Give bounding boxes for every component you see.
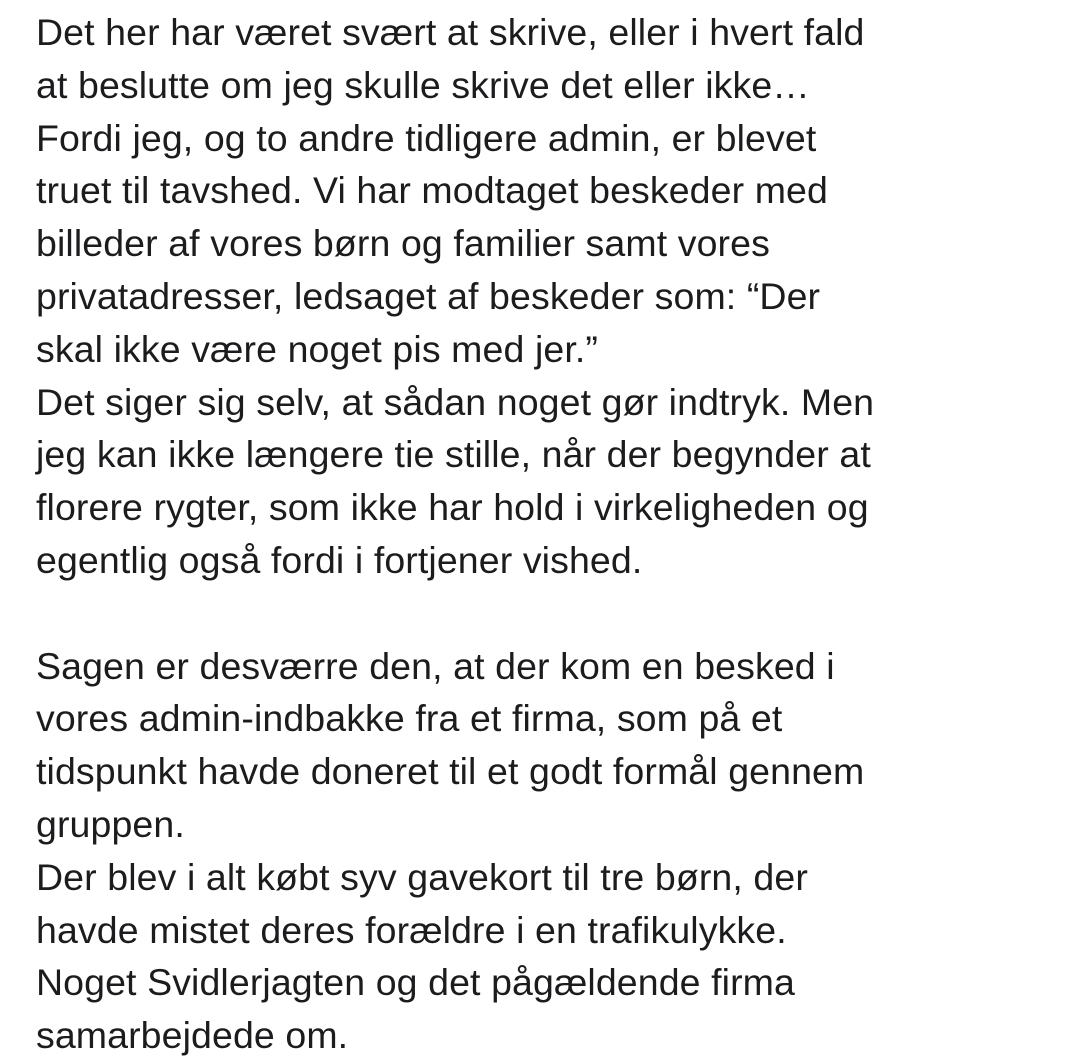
text-line: jeg kan ikke længere tie stille, når der begynder at [36,433,871,476]
text-line: havde mistet deres forældre i en trafikulykke. [36,908,787,951]
text-line: skal ikke være noget pis med jer.” [36,327,598,370]
post-text [36,6,1072,1062]
paragraph-1 [36,6,1072,587]
paragraph-spacer [36,587,1072,640]
text-line: truet til tavshed. Vi har modtaget beskeder med [36,169,828,212]
text-line: Noget Svidlerjagten og det pågældende firma [36,961,795,1004]
text-line: privatadresser, ledsaget af beskeder som: “Der [36,274,821,317]
text-line: florere rygter, som ikke har hold i virkeligheden og [36,486,869,529]
text-line: Fordi jeg, og to andre tidligere admin, er blevet [36,116,817,159]
text-line: Sagen er desværre den, at der kom en besked i [36,644,835,687]
text-line: Der blev i alt købt syv gavekort til tre børn, der [36,855,808,898]
text-line: samarbejdede om. [36,1014,349,1057]
text-line: tidspunkt havde doneret til et godt formål gennem [36,750,865,793]
text-line: Det siger sig selv, at sådan noget gør indtryk. Men [36,380,875,423]
paragraph-2 [36,640,1072,1062]
text-line: gruppen. [36,802,185,845]
text-line: Det her har været svært at skrive, eller i hvert fald [36,11,865,53]
text-line: vores admin-indbakke fra et firma, som på et [36,697,783,740]
text-line: egentlig også fordi i fortjener vished. [36,538,643,581]
text-line: billeder af vores børn og familier samt vores [36,222,770,265]
text-line: at beslutte om jeg skulle skrive det eller ikke… [36,63,810,106]
